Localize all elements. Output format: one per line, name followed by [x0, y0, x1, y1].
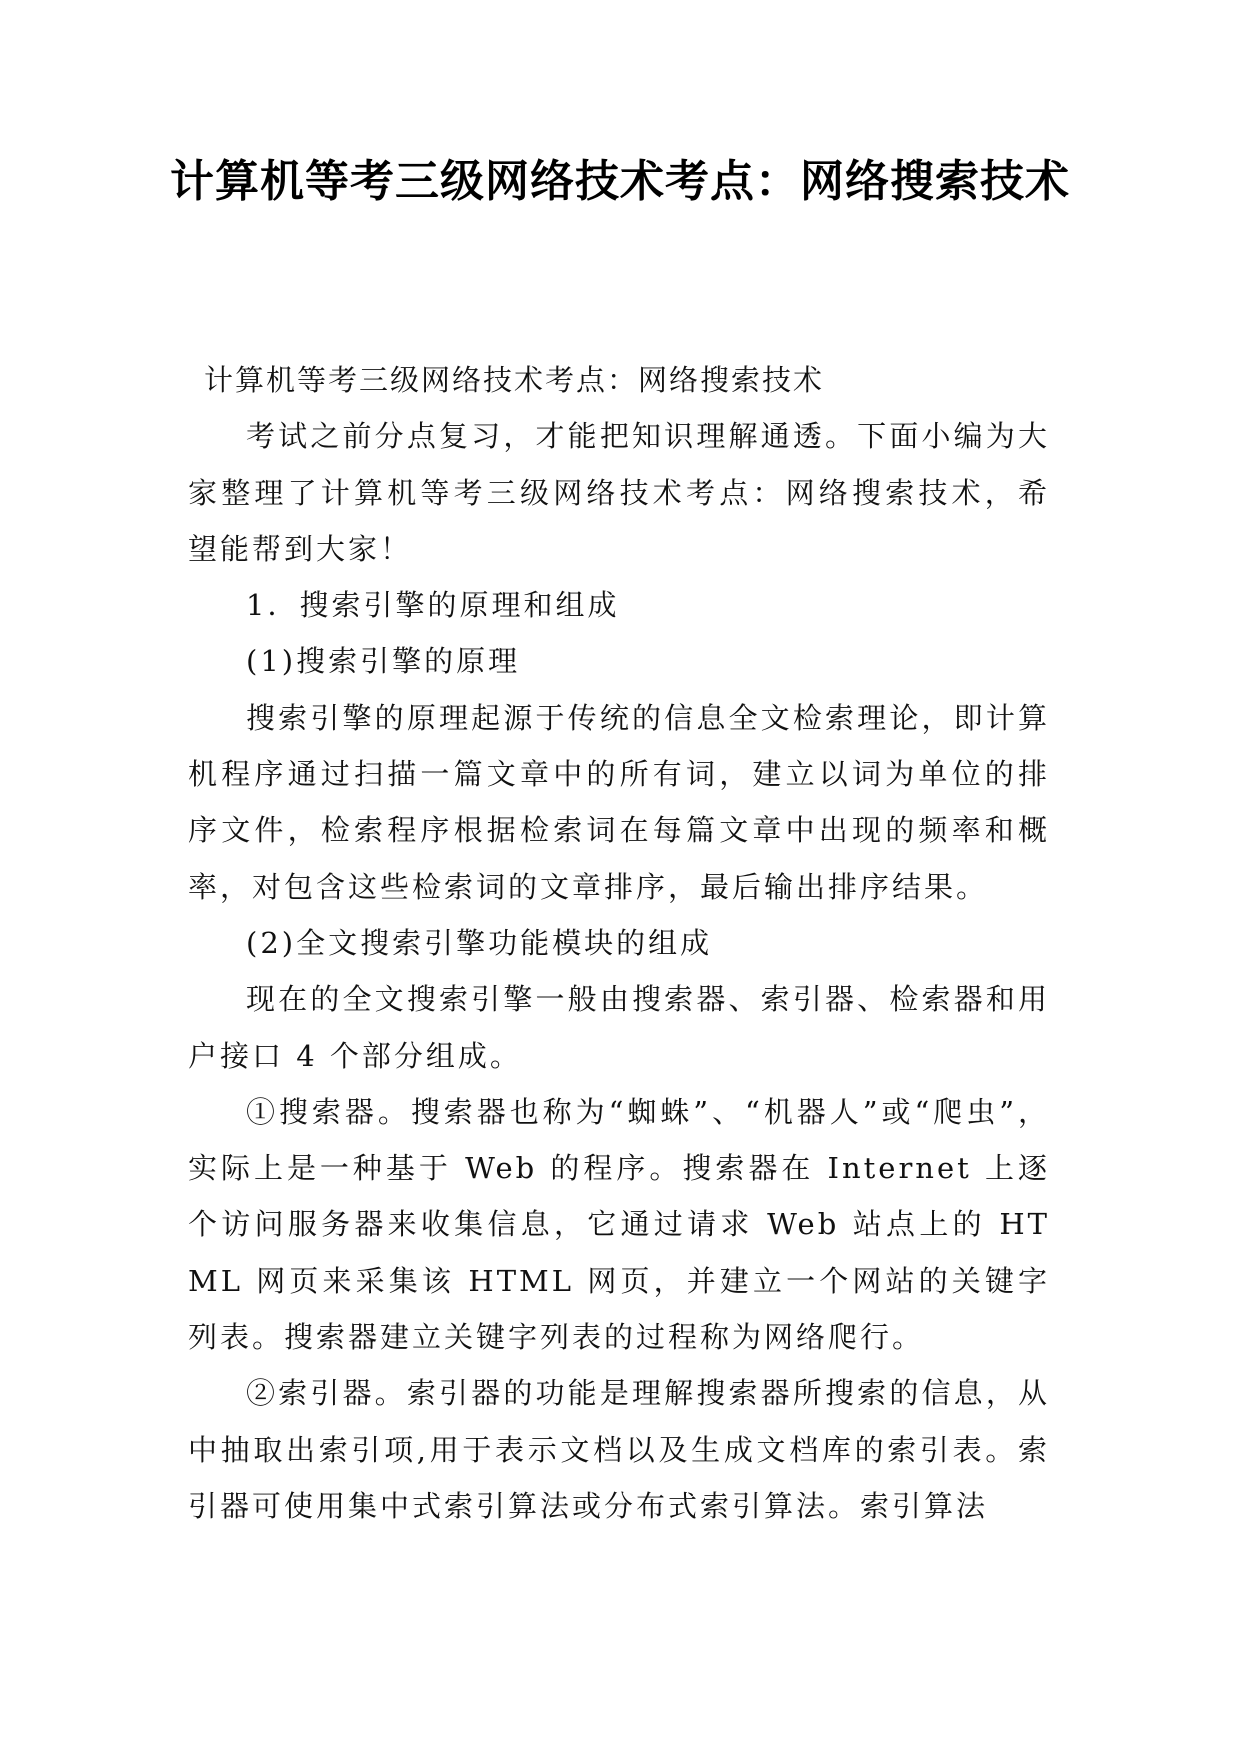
- paragraph-indexer: ②索引器。索引器的功能是理解搜索器所搜索的信息，从中抽取出索引项,用于表示文档以及生成文档库的索引表。索引器可使用集中式索引算法或分布式索引算法。索引算法: [188, 1376, 1050, 1523]
- paragraph-subtitle: 计算机等考三级网络技术考点：网络搜索技术: [203, 363, 824, 397]
- document-body: [188, 352, 1050, 1534]
- subsection-heading-1: (1)搜索引擎的原理: [246, 644, 521, 679]
- paragraph-principle: 搜索引擎的原理起源于传统的信息全文检索理论，即计算机程序通过扫描一篇文章中的所有词，建立以词为单位的排序文件，检索程序根据检索词在每篇文章中出现的频率和概率，对包含这些检索词的文章排序，最后输出排序结果。: [188, 700, 1050, 904]
- paragraph-intro: 考试之前分点复习，才能把知识理解通透。下面小编为大家整理了计算机等考三级网络技术考点：网络搜索技术，希望能帮到大家！: [188, 419, 1050, 566]
- paragraph-components: 现在的全文搜索引擎一般由搜索器、索引器、检索器和用户接口 4 个部分组成。: [188, 982, 1050, 1073]
- section-heading-1: 1．搜索引擎的原理和组成: [246, 588, 620, 623]
- subsection-heading-2: (2)全文搜索引擎功能模块的组成: [246, 925, 713, 960]
- paragraph-searcher: ①搜索器。搜索器也称为“蜘蛛”、“机器人”或“爬虫”，实际上是一种基于 Web 的程序。搜索器在 Internet 上逐个访问服务器来收集信息，它通过请求 Web 站点上的 HTML 网页来采集该 HTML 网页，并建立一个网站的关键字列表。搜索器建立关键字列表的过程称为网络爬行。: [188, 1094, 1050, 1355]
- document-title: 计算机等考三级网络技术考点：网络搜索技术: [170, 156, 1070, 207]
